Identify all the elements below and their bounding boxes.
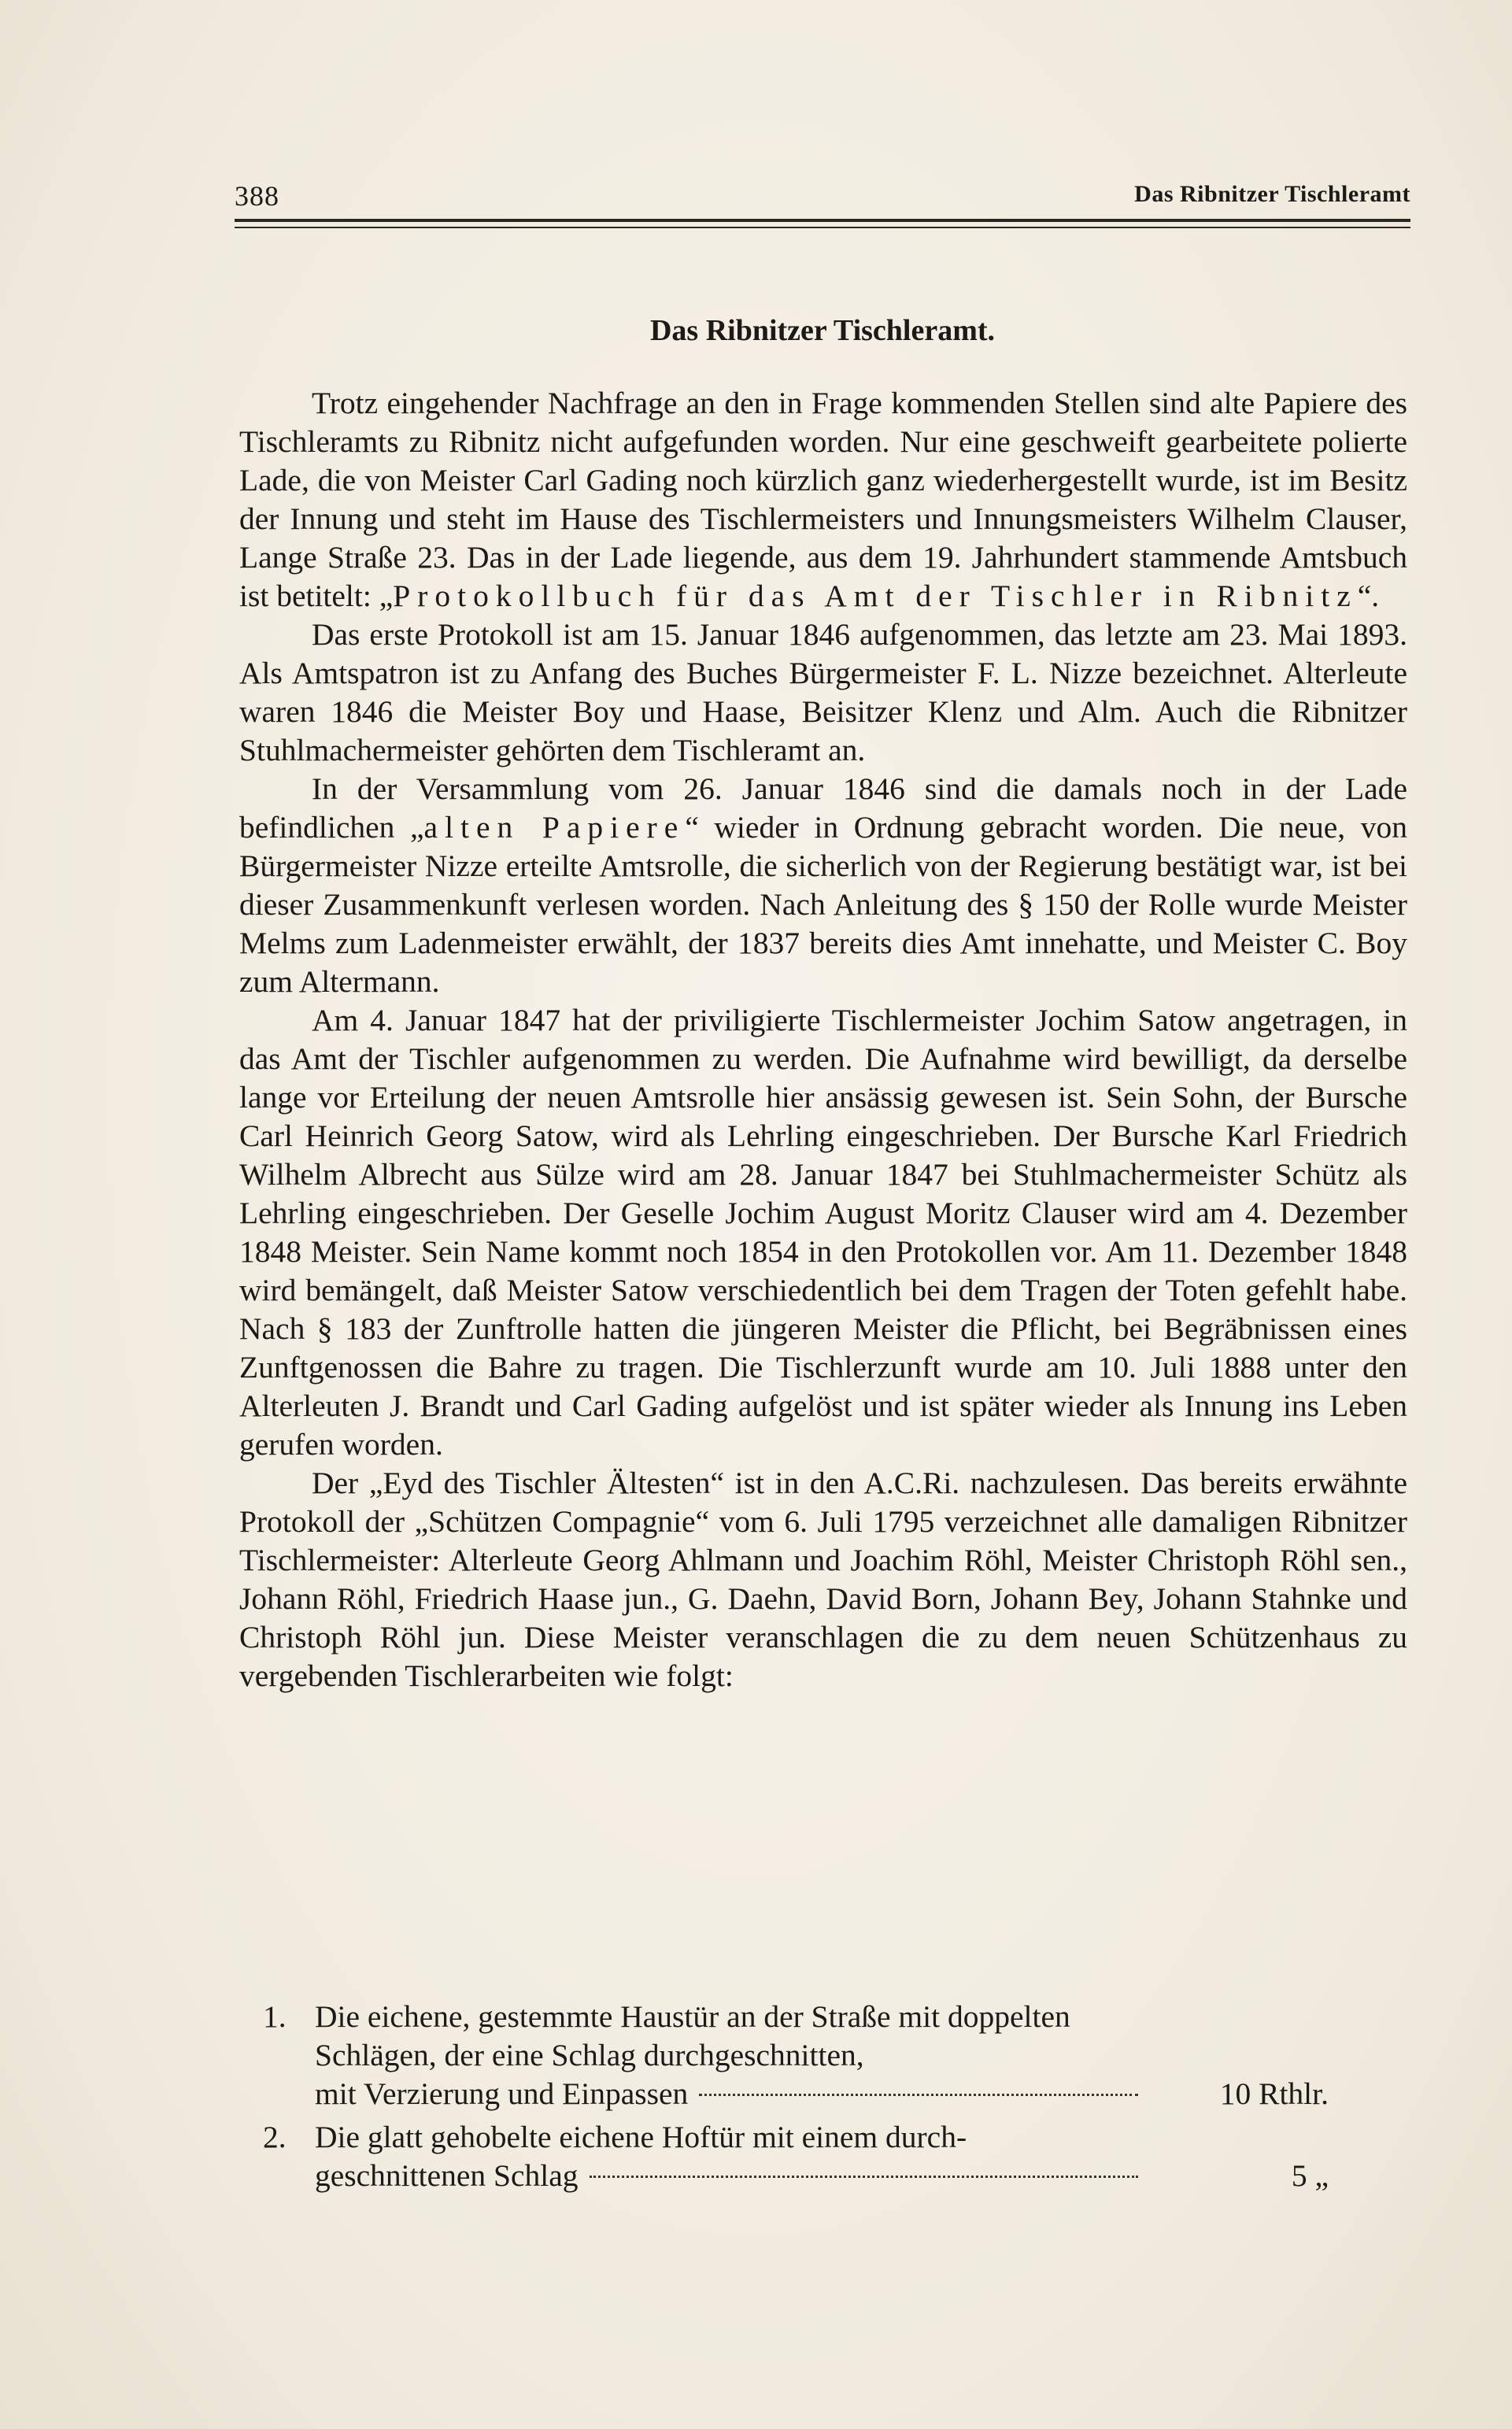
list-item-last-line: mit Verzierung und Einpassen — [315, 2076, 689, 2111]
list-item-leader-line — [315, 2157, 1149, 2195]
paragraph-3-text: In der Versammlung vom 26. Januar 1846 sind die damals noch in der Lade befindlichen „ — [239, 771, 1407, 845]
page-header — [235, 179, 1410, 214]
paragraph-3 — [239, 770, 1407, 1001]
paragraph-1-end: “. — [1357, 579, 1380, 613]
list-item — [239, 1998, 1407, 2113]
old-papers-spaced: alten Papiere — [423, 810, 686, 845]
list-item-number: 2. — [263, 2120, 287, 2154]
paragraph-5: Der „Eyd des Tischler Ältesten“ ist in den A.C.Ri. nachzulesen. Das bereits erwähnte Protokoll der „Schützen Compagnie“ vom 6. Juli 1795 verzeichnet alle damaligen Ribnitzer Tischlermeister: Alterleute Georg Ahlmann und Joachim Röhl, Meister Christoph Röhl sen., Johann Röhl, Friedrich Haase jun., G. Daehn, David Born, Johann Bey, Johann Stahnke und Christoph Röhl jun. Diese Meister veranschlagen die zu dem neuen Schützenhaus zu vergebenden Tischlerarbeiten wie folgt: — [239, 1466, 1407, 1693]
body-text — [239, 384, 1407, 1695]
list-item — [239, 2118, 1407, 2195]
paragraph-3-rest: “ wieder in Ordnung gebracht worden. Die neue, von Bürgermeister Nizze erteilte Amtsrolle, die sicherlich von der Regierung bestätigt war, ist bei dieser Zusammenkunft verlesen worden. Nach Anleitung des § 150 der Rolle wurde Meister Melms zum Ladenmeister erwählt, der 1837 bereits dies Amt innehatte, und Meister C. Boy zum Altermann. — [239, 810, 1407, 999]
page-number: 388 — [235, 180, 279, 212]
book-title-spaced: Protokollbuch für das Amt der Tischler in Ribnitz — [393, 579, 1358, 613]
list-item-number: 1. — [263, 1999, 287, 2034]
dot-leader — [590, 2176, 1138, 2178]
header-rule-thin — [235, 227, 1410, 228]
dot-leader — [699, 2094, 1138, 2096]
list-item-description: Die glatt gehobelte eichene Hoftür mit einem durch- — [315, 2120, 967, 2154]
cost-list — [239, 1998, 1407, 2200]
list-item-text — [315, 1998, 1149, 2113]
paragraph-4: Am 4. Januar 1847 hat der priviligierte Tischlermeister Jochim Satow angetragen, in das Amt der Tischler aufgenommen zu werden. Die Aufnahme wird bewilligt, da derselbe lange vor Erteilung der neuen Amtsrolle hier ansässig gewesen ist. Sein Sohn, der Bursche Carl Heinrich Georg Satow, wird als Lehrling eingeschrieben. Der Bursche Karl Friedrich Wilhelm Albrecht aus Sülze wird am 28. Januar 1847 bei Stuhlmachermeister Schütz als Lehrling eingeschrieben. Der Geselle Jochim August Moritz Clauser wird am 4. Dezember 1848 Meister. Sein Name kommt noch 1854 in den Protokollen vor. Am 11. Dezember 1848 wird bemängelt, daß Meister Satow verschiedentlich bei dem Tragen der Toten gefehlt habe. Nach § 183 der Zunftrolle hatten die jüngeren Meister die Pflicht, bei Begräbnissen eines Zunftgenossen die Bahre zu tragen. Die Tischlerzunft wurde am 10. Juli 1888 unter den Alterleuten J. Brandt und Carl Gading aufgelöst und ist später wieder als Innung ins Leben gerufen worden. — [239, 1003, 1407, 1462]
list-item-leader-line — [315, 2075, 1149, 2113]
list-item-description: Die eichene, gestemmte Haustür an der Straße mit doppelten Schlägen, der eine Schlag durchgeschnitten, — [315, 1999, 1070, 2072]
running-head: Das Ribnitzer Tischleramt — [1134, 181, 1410, 207]
paragraph-2: Das erste Protokoll ist am 15. Januar 1846 aufgenommen, das letzte am 23. Mai 1893. Als Amtspatron ist zu Anfang des Buches Bürgermeister F. L. Nizze bezeichnet. Alterleute waren 1846 die Meister Boy und Haase, Beisitzer Klenz und Alm. Auch die Ribnitzer Stuhlmachermeister gehörten dem Tischleramt an. — [239, 617, 1407, 767]
paragraph-1-text: Trotz eingehender Nachfrage an den in Frage kommenden Stellen sind alte Papiere des Tischleramts zu Ribnitz nicht aufgefunden worden. Nur eine geschweift gearbeitete polierte Lade, die von Meister Carl Gading noch kürzlich ganz wiederhergestellt wurde, ist im Besitz der Innung und steht im Hause des Tischlermeisters und Innungsmeisters Wilhelm Clauser, Lange Straße 23. Das in der Lade liegende, aus dem 19. Jahrhundert stammende Amtsbuch ist betitelt: „ — [239, 386, 1407, 613]
header-rule-thick — [235, 219, 1410, 222]
list-item-amount: 10 Rthlr. — [1219, 2076, 1329, 2111]
paragraph-1 — [239, 384, 1407, 616]
list-item-last-line: geschnittenen Schlag — [315, 2158, 579, 2193]
list-item-amount: 5 „ — [1291, 2158, 1329, 2193]
list-item-text — [315, 2118, 1149, 2195]
section-title: Das Ribnitzer Tischleramt. — [649, 314, 996, 347]
